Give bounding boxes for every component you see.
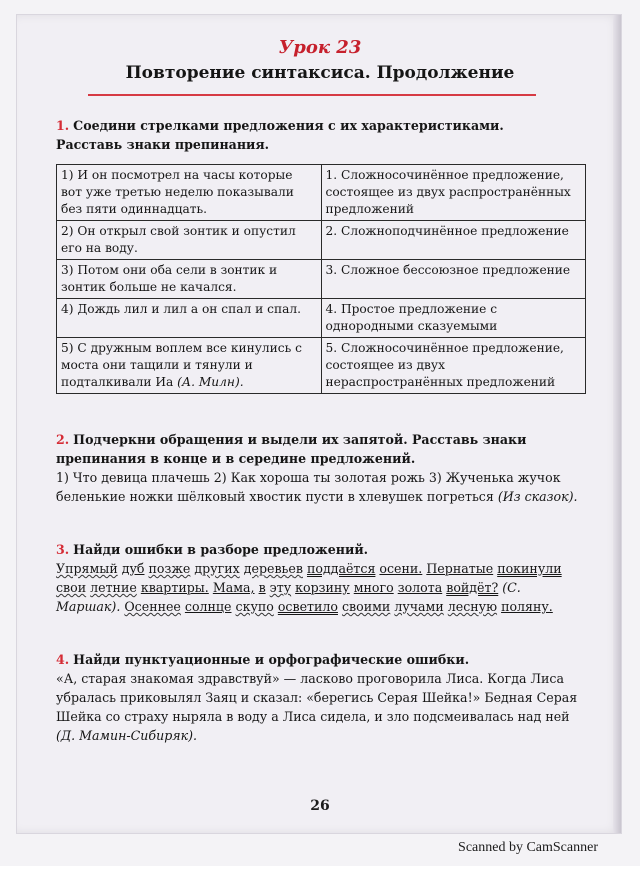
matching-table [56, 164, 586, 394]
parsed-word: поддаётся [306, 561, 376, 576]
table-cell-right: 4. Простое предложение с однородными сказуемыми [321, 299, 586, 338]
parsed-word: войдёт? [446, 580, 499, 595]
parsed-word: лучами [394, 599, 444, 614]
task-4-number: 4. [56, 652, 70, 667]
task-1-number: 1. [56, 118, 70, 133]
task-3-source: (С. Маршак). [56, 580, 521, 614]
table-cell-left: 4) Дождь лил и лил а он спал и спал. [57, 299, 322, 338]
parsed-word: много [353, 580, 394, 595]
task-4-heading: Найди пунктуационные и орфографические ошибки. [73, 652, 470, 667]
parsed-word: Осеннее [124, 599, 181, 614]
parsed-word: Мама, [212, 580, 255, 595]
parsed-word: других [194, 561, 240, 576]
task-1-line-2: Расставь знаки препинания. [56, 137, 270, 152]
table-cell-left: 1) И он посмотрел на часы которые вот уже третью неделю показывали без пяти одиннадцать. [57, 165, 322, 221]
task-2 [56, 430, 586, 506]
task-3-heading: Найди ошибки в разборе предложений. [73, 542, 369, 557]
task-4 [56, 650, 586, 745]
task-2-source: (Из сказок). [497, 489, 578, 504]
parsed-word: скупо [235, 599, 274, 614]
parsed-word: осветило [277, 599, 338, 614]
parsed-word: поляну. [501, 599, 553, 614]
parsed-word: летние [90, 580, 137, 595]
parsed-word: золота [397, 580, 443, 595]
parsed-word: лесную [447, 599, 498, 614]
table-cell-right: 5. Сложносочинённое предложение, состоящее из двух нераспространённых предложений [321, 338, 586, 394]
task-3 [56, 540, 586, 616]
table-cell-left: 2) Он открыл свой зонтик и опустил его на воду. [57, 221, 322, 260]
row-5-text: 5) С дружным воплем все кинулись с моста они тащили и тянули и подталкивали Иа [61, 341, 302, 389]
table-cell-right: 1. Сложносочинённое предложение, состоящее из двух распространённых предложений [321, 165, 586, 221]
task-4-source: (Д. Мамин-Сибиряк). [56, 728, 198, 743]
table-cell-right: 2. Сложноподчинённое предложение [321, 221, 586, 260]
parsed-word: осени. [379, 561, 423, 576]
table-row [57, 165, 586, 221]
parsed-word: позже [148, 561, 191, 576]
title-underline [88, 94, 536, 96]
parsed-word: дуб [121, 561, 145, 576]
table-row [57, 338, 586, 394]
parsed-word: в [258, 580, 266, 595]
page-spine [613, 15, 621, 833]
task-1-heading [56, 116, 586, 154]
parsed-word: Упрямый [56, 561, 118, 576]
parsed-word: Пернатые [426, 561, 494, 576]
table-cell-left [57, 338, 322, 394]
table-row [57, 299, 586, 338]
parsed-word: эту [269, 580, 292, 595]
task-3-number: 3. [56, 542, 70, 557]
task-1-line-1: Соедини стрелками предложения с их характеристиками. [73, 118, 504, 133]
lesson-number: Урок 23 [278, 37, 362, 58]
parsed-word: квартиры. [140, 580, 209, 595]
table-row [57, 221, 586, 260]
table-cell-right: 3. Сложное бессоюзное предложение [321, 260, 586, 299]
parsed-word: покинули [497, 561, 562, 576]
task-2-text: 1) Что девица плачешь 2) Как хороша ты золотая рожь 3) Жученька жучок беленькие ножки шёлковый хвостик пусти в хлевушек погреться [56, 470, 561, 504]
scanner-watermark: Scanned by CamScanner [458, 840, 598, 855]
page-number: 26 [310, 798, 330, 814]
task-2-heading: Подчеркни обращения и выдели их запятой. Расставь знаки препинания в конце и в середине предложений. [56, 432, 527, 466]
task-4-text: «А, старая знакомая здравствуй» — ласково проговорила Лиса. Когда Лиса убралась приковылял Заяц и сказал: «берегись Серая Шейка!» Бедная Серая Шейка со страху ныряла в воду а Лиса сидела, и зло подсмеивалась над ней [56, 671, 578, 724]
task-2-number: 2. [56, 432, 70, 447]
bottom-margin [0, 866, 640, 877]
page-title: Повторение синтаксиса. Продолжение [125, 63, 515, 83]
table-row [57, 260, 586, 299]
parsed-word: корзину [295, 580, 350, 595]
table-cell-left: 3) Потом они оба сели в зонтик и зонтик больше не качался. [57, 260, 322, 299]
parsed-word: свои [56, 580, 87, 595]
parsed-word: солнце [184, 599, 232, 614]
row-5-source: (А. Милн). [177, 375, 244, 389]
parsed-word: своими [341, 599, 391, 614]
parsed-word: деревьев [243, 561, 303, 576]
